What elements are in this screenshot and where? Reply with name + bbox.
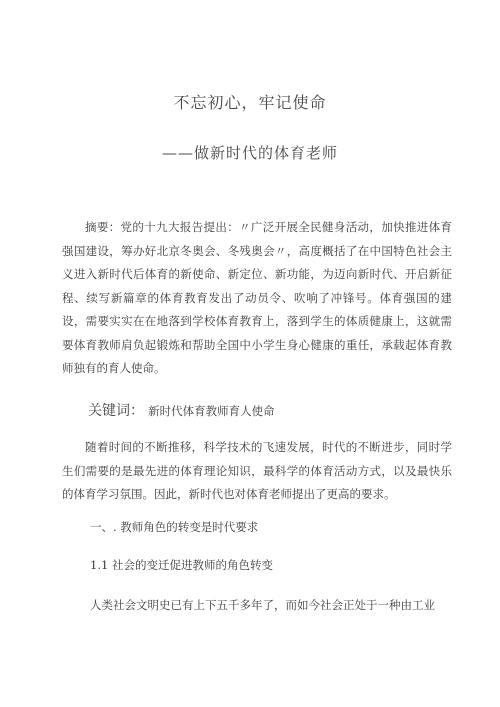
keywords-value: 新时代体育教师育人使命 — [148, 404, 275, 418]
document-subtitle: ——做新时代的体育老师 — [161, 144, 338, 162]
section-heading: 一、. 教师角色的转变是时代要求 — [90, 520, 259, 534]
body-paragraph: 人类社会文明史已有上下五千多年了，而如今社会正处于一种由工业 — [90, 598, 435, 612]
document-title: 不忘初心，牢记使命 — [173, 93, 327, 112]
keywords-label: 关键词： — [88, 403, 144, 419]
intro-paragraph: 随着时间的不断推移，科学技术的飞速发展，时代的不断进步，同时学生们需要的是最先进的体育理论知识，最科学的体育活动方式，以及最快乐的体育学习氛围。因此，新时代也对体育老师提出了更高的要求。 — [62, 440, 452, 501]
keywords-line — [88, 400, 275, 420]
abstract-paragraph: 摘要：党的十九大报告提出：〃广泛开展全民健身活动，加快推进体育强国建设，筹办好北京冬奥会、冬残奥会〃，高度概括了在中国特色社会主义进入新时代后体育的新使命、新定位、新功能，为迈向新时代、开启新征程、续写新篇章的体育教育发出了动员令、吹响了冲锋号。体育强国的建设，需要实实在在地落到学校体育教育上，落到学生的体质健康上，这就需要体育教师肩负起锻炼和帮助全国中小学生身心健康的重任，承载起体育教师独有的育人使命。 — [62, 220, 452, 375]
subsection-heading: 1.1 社会的变迁促进教师的角色转变 — [90, 558, 273, 572]
